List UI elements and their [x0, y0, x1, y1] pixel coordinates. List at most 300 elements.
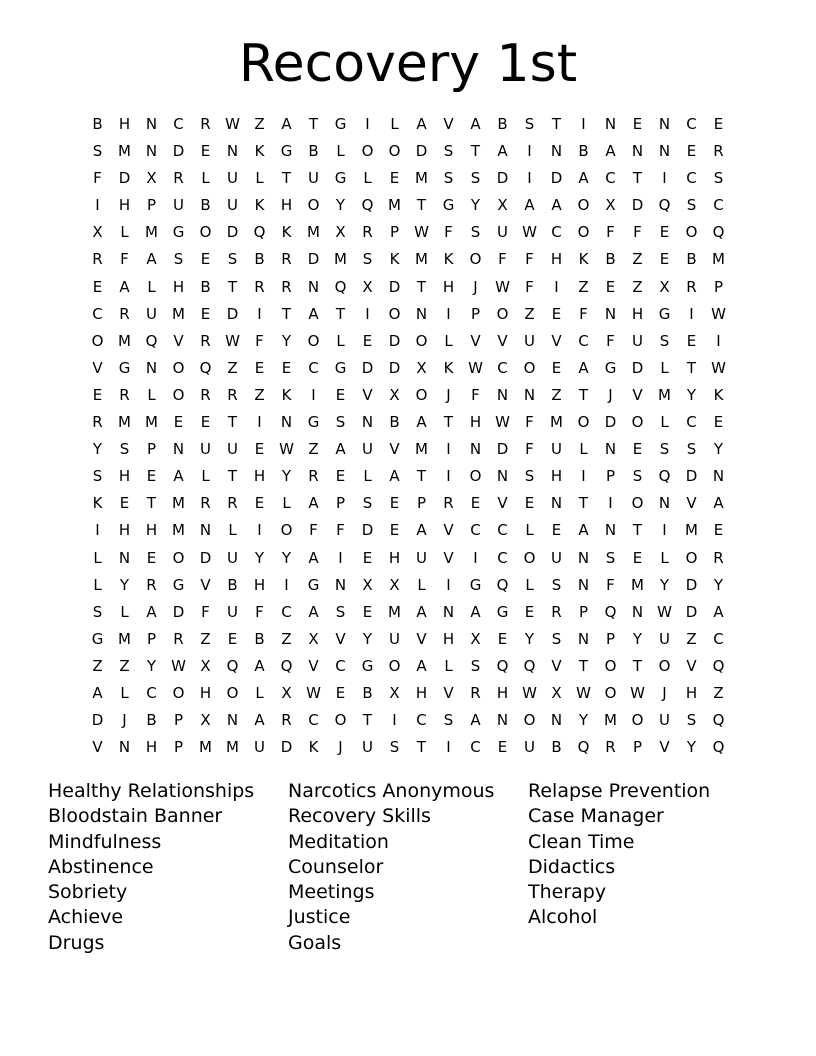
word-item: Didactics: [528, 855, 616, 878]
grid-letter: N: [604, 304, 617, 323]
grid-letter: A: [551, 196, 562, 215]
grid-letter: J: [662, 683, 667, 702]
grid-row: [84, 653, 732, 680]
grid-letter: V: [173, 331, 184, 350]
grid-letter: E: [119, 494, 130, 513]
grid-letter: E: [362, 602, 373, 621]
grid-letter: Q: [712, 738, 725, 757]
grid-letter: C: [713, 629, 724, 648]
grid-letter: E: [335, 385, 346, 404]
grid-letter: T: [335, 304, 346, 323]
grid-letter: I: [527, 169, 532, 188]
grid-letter: O: [172, 548, 185, 567]
grid-row: [84, 111, 732, 138]
grid-letter: U: [659, 629, 670, 648]
grid-letter: L: [147, 385, 156, 404]
grid-letter: M: [226, 738, 239, 757]
grid-letter: N: [658, 494, 671, 513]
grid-letter: P: [605, 467, 616, 486]
grid-letter: W: [522, 223, 537, 242]
grid-letter: G: [442, 196, 455, 215]
puzzle-title: Recovery 1st: [238, 34, 578, 94]
grid-letter: V: [335, 629, 346, 648]
grid-letter: V: [443, 683, 454, 702]
grid-letter: Q: [496, 575, 509, 594]
grid-letter: O: [172, 385, 185, 404]
grid-letter: N: [361, 413, 374, 432]
grid-letter: A: [497, 142, 508, 161]
grid-letter: U: [227, 196, 238, 215]
grid-letter: S: [686, 711, 697, 730]
grid-letter: Y: [254, 548, 265, 567]
grid-letter: L: [417, 575, 426, 594]
grid-letter: P: [578, 602, 589, 621]
grid-letter: E: [200, 413, 211, 432]
grid-letter: N: [145, 358, 158, 377]
grid-letter: W: [225, 115, 240, 133]
grid-letter: S: [335, 413, 346, 432]
grid-letter: H: [685, 683, 698, 702]
grid-letter: K: [443, 358, 454, 377]
grid-letter: I: [581, 467, 586, 486]
word-item: Narcotics Anonymous: [288, 780, 495, 802]
word-item: Therapy: [528, 881, 607, 904]
grid-letter: G: [172, 575, 185, 594]
grid-letter: R: [200, 331, 211, 350]
grid-letter: G: [307, 575, 320, 594]
grid-letter: S: [92, 602, 103, 621]
grid-letter: D: [226, 304, 239, 323]
grid-letter: B: [389, 413, 400, 432]
grid-letter: P: [146, 196, 157, 215]
grid-letter: X: [389, 385, 400, 404]
grid-letter: D: [685, 602, 698, 621]
grid-letter: P: [173, 738, 184, 757]
grid-letter: T: [551, 115, 562, 133]
grid-letter: E: [524, 602, 535, 621]
grid-letter: C: [470, 521, 481, 540]
grid-letter: E: [551, 358, 562, 377]
grid-letter: Y: [335, 196, 346, 215]
grid-row: [84, 246, 732, 273]
grid-letter: G: [361, 656, 374, 675]
grid-letter: E: [551, 521, 562, 540]
grid-letter: U: [200, 440, 211, 459]
grid-letter: S: [686, 440, 697, 459]
grid-row: [84, 707, 732, 734]
grid-letter: H: [145, 521, 158, 540]
grid-letter: Y: [281, 331, 292, 350]
grid-letter: A: [389, 467, 400, 486]
grid-letter: C: [686, 413, 697, 432]
grid-letter: T: [578, 656, 589, 675]
grid-letter: E: [659, 250, 670, 269]
grid-letter: G: [658, 304, 671, 323]
grid-row: [84, 328, 732, 355]
grid-letter: E: [254, 358, 265, 377]
grid-letter: I: [446, 467, 451, 486]
grid-letter: L: [525, 575, 534, 594]
grid-letter: U: [173, 196, 184, 215]
grid-letter: U: [389, 629, 400, 648]
grid-letter: A: [470, 602, 481, 621]
grid-letter: D: [118, 169, 131, 188]
word-item: Justice: [288, 906, 351, 929]
grid-letter: N: [631, 602, 644, 621]
grid-letter: V: [443, 115, 454, 133]
grid-letter: R: [227, 494, 238, 513]
grid-letter: F: [525, 413, 534, 432]
grid-letter: T: [686, 358, 697, 377]
grid-letter: I: [554, 277, 559, 296]
grid-letter: H: [496, 683, 509, 702]
grid-letter: A: [605, 142, 616, 161]
grid-letter: U: [551, 548, 562, 567]
grid-letter: R: [146, 575, 157, 594]
grid-letter: C: [92, 304, 103, 323]
grid-letter: L: [660, 548, 669, 567]
grid-letter: M: [685, 521, 698, 540]
grid-letter: M: [199, 738, 212, 757]
grid-letter: F: [255, 331, 264, 350]
grid-letter: C: [578, 331, 589, 350]
grid-letter: F: [525, 250, 534, 269]
grid-letter: Z: [632, 277, 643, 296]
grid-letter: T: [470, 142, 481, 161]
grid-letter: H: [280, 196, 293, 215]
grid-letter: R: [200, 494, 211, 513]
grid-letter: O: [577, 413, 590, 432]
grid-letter: T: [578, 494, 589, 513]
grid-letter: N: [496, 385, 509, 404]
grid-letter: E: [92, 277, 103, 296]
grid-row: [84, 490, 732, 517]
grid-letter: V: [389, 440, 400, 459]
grid-row: [84, 409, 732, 436]
grid-letter: S: [632, 467, 643, 486]
grid-letter: N: [334, 575, 347, 594]
grid-letter: U: [227, 548, 238, 567]
grid-letter: R: [119, 385, 130, 404]
grid-letter: M: [550, 413, 563, 432]
grid-letter: A: [416, 656, 427, 675]
grid-letter: F: [471, 385, 480, 404]
grid-letter: U: [227, 602, 238, 621]
grid-letter: N: [577, 629, 590, 648]
grid-letter: G: [91, 629, 104, 648]
grid-letter: I: [662, 169, 667, 188]
grid-letter: M: [307, 223, 320, 242]
grid-letter: R: [470, 683, 481, 702]
grid-letter: G: [334, 115, 347, 133]
grid-letter: L: [336, 142, 345, 161]
grid-letter: E: [362, 548, 373, 567]
grid-letter: O: [496, 304, 509, 323]
grid-letter: I: [311, 385, 316, 404]
grid-letter: C: [605, 169, 616, 188]
word-item: Healthy Relationships: [48, 780, 255, 802]
grid-letter: G: [604, 358, 617, 377]
word-column: [48, 779, 288, 956]
grid-letter: D: [172, 142, 185, 161]
grid-letter: U: [551, 440, 562, 459]
grid-letter: B: [146, 711, 157, 730]
grid-letter: O: [523, 548, 536, 567]
grid-letter: C: [308, 358, 319, 377]
grid-letter: X: [362, 277, 373, 296]
grid-letter: Q: [253, 223, 266, 242]
grid-letter: Q: [199, 358, 212, 377]
grid-letter: X: [281, 683, 292, 702]
grid-letter: I: [257, 521, 262, 540]
grid-letter: L: [579, 440, 588, 459]
grid-letter: H: [118, 521, 131, 540]
grid-letter: X: [200, 656, 211, 675]
grid-letter: Y: [578, 711, 589, 730]
grid-letter: K: [308, 738, 319, 757]
grid-letter: T: [362, 711, 373, 730]
grid-letter: Y: [281, 467, 292, 486]
grid-letter: L: [525, 521, 534, 540]
grid-row: [84, 274, 732, 301]
grid-letter: R: [92, 413, 103, 432]
grid-letter: E: [470, 494, 481, 513]
grid-letter: W: [522, 683, 537, 702]
grid-letter: L: [120, 683, 129, 702]
grid-letter: I: [95, 196, 100, 215]
grid-letter: B: [686, 250, 697, 269]
grid-letter: S: [713, 169, 724, 188]
grid-letter: A: [92, 683, 103, 702]
grid-letter: B: [227, 575, 238, 594]
grid-letter: Q: [280, 656, 293, 675]
grid-letter: L: [228, 521, 237, 540]
grid-letter: C: [713, 196, 724, 215]
grid-letter: R: [200, 115, 211, 133]
grid-letter: A: [416, 115, 427, 133]
grid-letter: V: [92, 358, 103, 377]
grid-letter: U: [308, 169, 319, 188]
grid-letter: K: [254, 196, 265, 215]
grid-row: [84, 165, 732, 192]
grid-letter: V: [470, 331, 481, 350]
grid-letter: V: [497, 494, 508, 513]
grid-letter: L: [444, 656, 453, 675]
word-list: [48, 779, 768, 956]
grid-letter: O: [577, 223, 590, 242]
grid-letter: I: [365, 304, 370, 323]
grid-letter: V: [308, 656, 319, 675]
grid-letter: Y: [686, 385, 697, 404]
grid-letter: V: [362, 385, 373, 404]
grid-letter: S: [659, 331, 670, 350]
grid-letter: Z: [524, 304, 535, 323]
grid-letter: N: [658, 142, 671, 161]
grid-letter: B: [92, 115, 103, 133]
grid-letter: I: [581, 115, 586, 133]
grid-letter: T: [443, 413, 454, 432]
grid-letter: Y: [686, 738, 697, 757]
grid-letter: M: [388, 602, 401, 621]
grid-letter: F: [498, 250, 507, 269]
word-item: Abstinence: [48, 855, 154, 878]
grid-letter: Y: [524, 629, 535, 648]
grid-letter: K: [713, 385, 724, 404]
grid-row: [84, 382, 732, 409]
grid-letter: L: [120, 602, 129, 621]
grid-row: [84, 680, 732, 707]
grid-letter: N: [307, 277, 320, 296]
word-item: Drugs: [48, 931, 105, 954]
grid-letter: C: [335, 656, 346, 675]
word-item: Goals: [288, 931, 342, 954]
word-item: Mindfulness: [48, 830, 162, 853]
grid-letter: N: [118, 548, 131, 567]
grid-letter: A: [713, 602, 724, 621]
grid-letter: O: [604, 683, 617, 702]
grid-letter: M: [334, 250, 347, 269]
grid-letter: B: [578, 142, 589, 161]
grid-letter: Y: [92, 440, 103, 459]
grid-letter: F: [633, 223, 642, 242]
grid-letter: L: [93, 548, 102, 567]
grid-letter: S: [119, 440, 130, 459]
grid-letter: A: [146, 250, 157, 269]
grid-letter: N: [631, 142, 644, 161]
grid-letter: H: [145, 738, 158, 757]
grid-letter: V: [416, 629, 427, 648]
grid-letter: C: [146, 683, 157, 702]
grid-letter: Q: [226, 656, 239, 675]
grid-letter: E: [686, 331, 697, 350]
grid-letter: C: [497, 358, 508, 377]
grid-letter: R: [713, 548, 724, 567]
grid-letter: W: [657, 602, 672, 621]
grid-letter: N: [658, 115, 671, 133]
grid-letter: X: [335, 223, 346, 242]
grid-letter: Z: [200, 629, 211, 648]
grid-row: [84, 734, 732, 761]
grid-letter: A: [335, 440, 346, 459]
grid-letter: C: [497, 548, 508, 567]
grid-letter: S: [362, 494, 373, 513]
grid-letter: A: [416, 602, 427, 621]
grid-letter: R: [308, 467, 319, 486]
grid-letter: E: [713, 413, 724, 432]
grid-letter: M: [604, 711, 617, 730]
grid-letter: H: [172, 277, 185, 296]
grid-letter: Z: [281, 629, 292, 648]
grid-letter: P: [389, 223, 400, 242]
grid-letter: X: [146, 169, 157, 188]
grid-letter: M: [118, 331, 131, 350]
grid-letter: T: [308, 115, 319, 133]
grid-letter: E: [227, 629, 238, 648]
grid-letter: U: [659, 711, 670, 730]
grid-letter: X: [416, 358, 427, 377]
grid-letter: E: [146, 548, 157, 567]
grid-letter: D: [415, 142, 428, 161]
grid-letter: Y: [713, 575, 724, 594]
grid-letter: I: [257, 413, 262, 432]
grid-letter: S: [443, 169, 454, 188]
grid-letter: S: [470, 169, 481, 188]
grid-letter: H: [388, 548, 401, 567]
grid-letter: K: [578, 250, 589, 269]
grid-letter: J: [122, 711, 127, 730]
grid-letter: L: [660, 358, 669, 377]
grid-letter: N: [577, 575, 590, 594]
grid-letter: S: [92, 142, 103, 161]
grid-letter: P: [713, 277, 724, 296]
word-item: Bloodstain Banner: [48, 805, 223, 828]
grid-letter: T: [281, 304, 292, 323]
grid-letter: C: [497, 521, 508, 540]
grid-letter: S: [470, 656, 481, 675]
grid-letter: L: [363, 169, 372, 188]
grid-letter: O: [199, 223, 212, 242]
grid-letter: F: [525, 440, 534, 459]
grid-letter: N: [604, 521, 617, 540]
grid-letter: O: [685, 548, 698, 567]
grid-letter: R: [281, 250, 292, 269]
grid-letter: E: [632, 115, 643, 133]
grid-letter: A: [281, 115, 292, 133]
grid-letter: L: [120, 223, 129, 242]
grid-letter: A: [416, 521, 427, 540]
grid-letter: E: [686, 142, 697, 161]
grid-letter: D: [199, 548, 212, 567]
grid-letter: U: [362, 738, 373, 757]
grid-letter: V: [443, 521, 454, 540]
grid-letter: H: [199, 683, 212, 702]
grid-letter: K: [254, 142, 265, 161]
grid-letter: E: [497, 738, 508, 757]
grid-letter: I: [257, 304, 262, 323]
grid-letter: C: [686, 115, 697, 133]
grid-letter: Q: [496, 656, 509, 675]
grid-letter: M: [172, 494, 185, 513]
grid-letter: O: [307, 331, 320, 350]
grid-letter: G: [469, 575, 482, 594]
grid-letter: X: [362, 575, 373, 594]
grid-letter: C: [308, 711, 319, 730]
grid-letter: N: [550, 711, 563, 730]
grid-letter: N: [415, 304, 428, 323]
grid-letter: C: [470, 738, 481, 757]
grid-letter: V: [632, 385, 643, 404]
grid-letter: Q: [658, 467, 671, 486]
grid-letter: G: [496, 602, 509, 621]
grid-letter: N: [280, 413, 293, 432]
grid-letter: N: [712, 467, 725, 486]
grid-letter: E: [524, 494, 535, 513]
grid-letter: R: [119, 304, 130, 323]
grid-letter: R: [227, 385, 238, 404]
grid-letter: R: [281, 277, 292, 296]
grid-letter: T: [416, 277, 427, 296]
grid-row: [84, 219, 732, 246]
grid-letter: N: [145, 142, 158, 161]
grid-letter: Q: [712, 223, 725, 242]
grid-letter: G: [334, 358, 347, 377]
grid-letter: U: [524, 331, 535, 350]
grid-letter: L: [363, 467, 372, 486]
grid-letter: Q: [334, 277, 347, 296]
grid-letter: Z: [713, 683, 724, 702]
grid-letter: O: [685, 223, 698, 242]
grid-letter: W: [171, 656, 186, 675]
